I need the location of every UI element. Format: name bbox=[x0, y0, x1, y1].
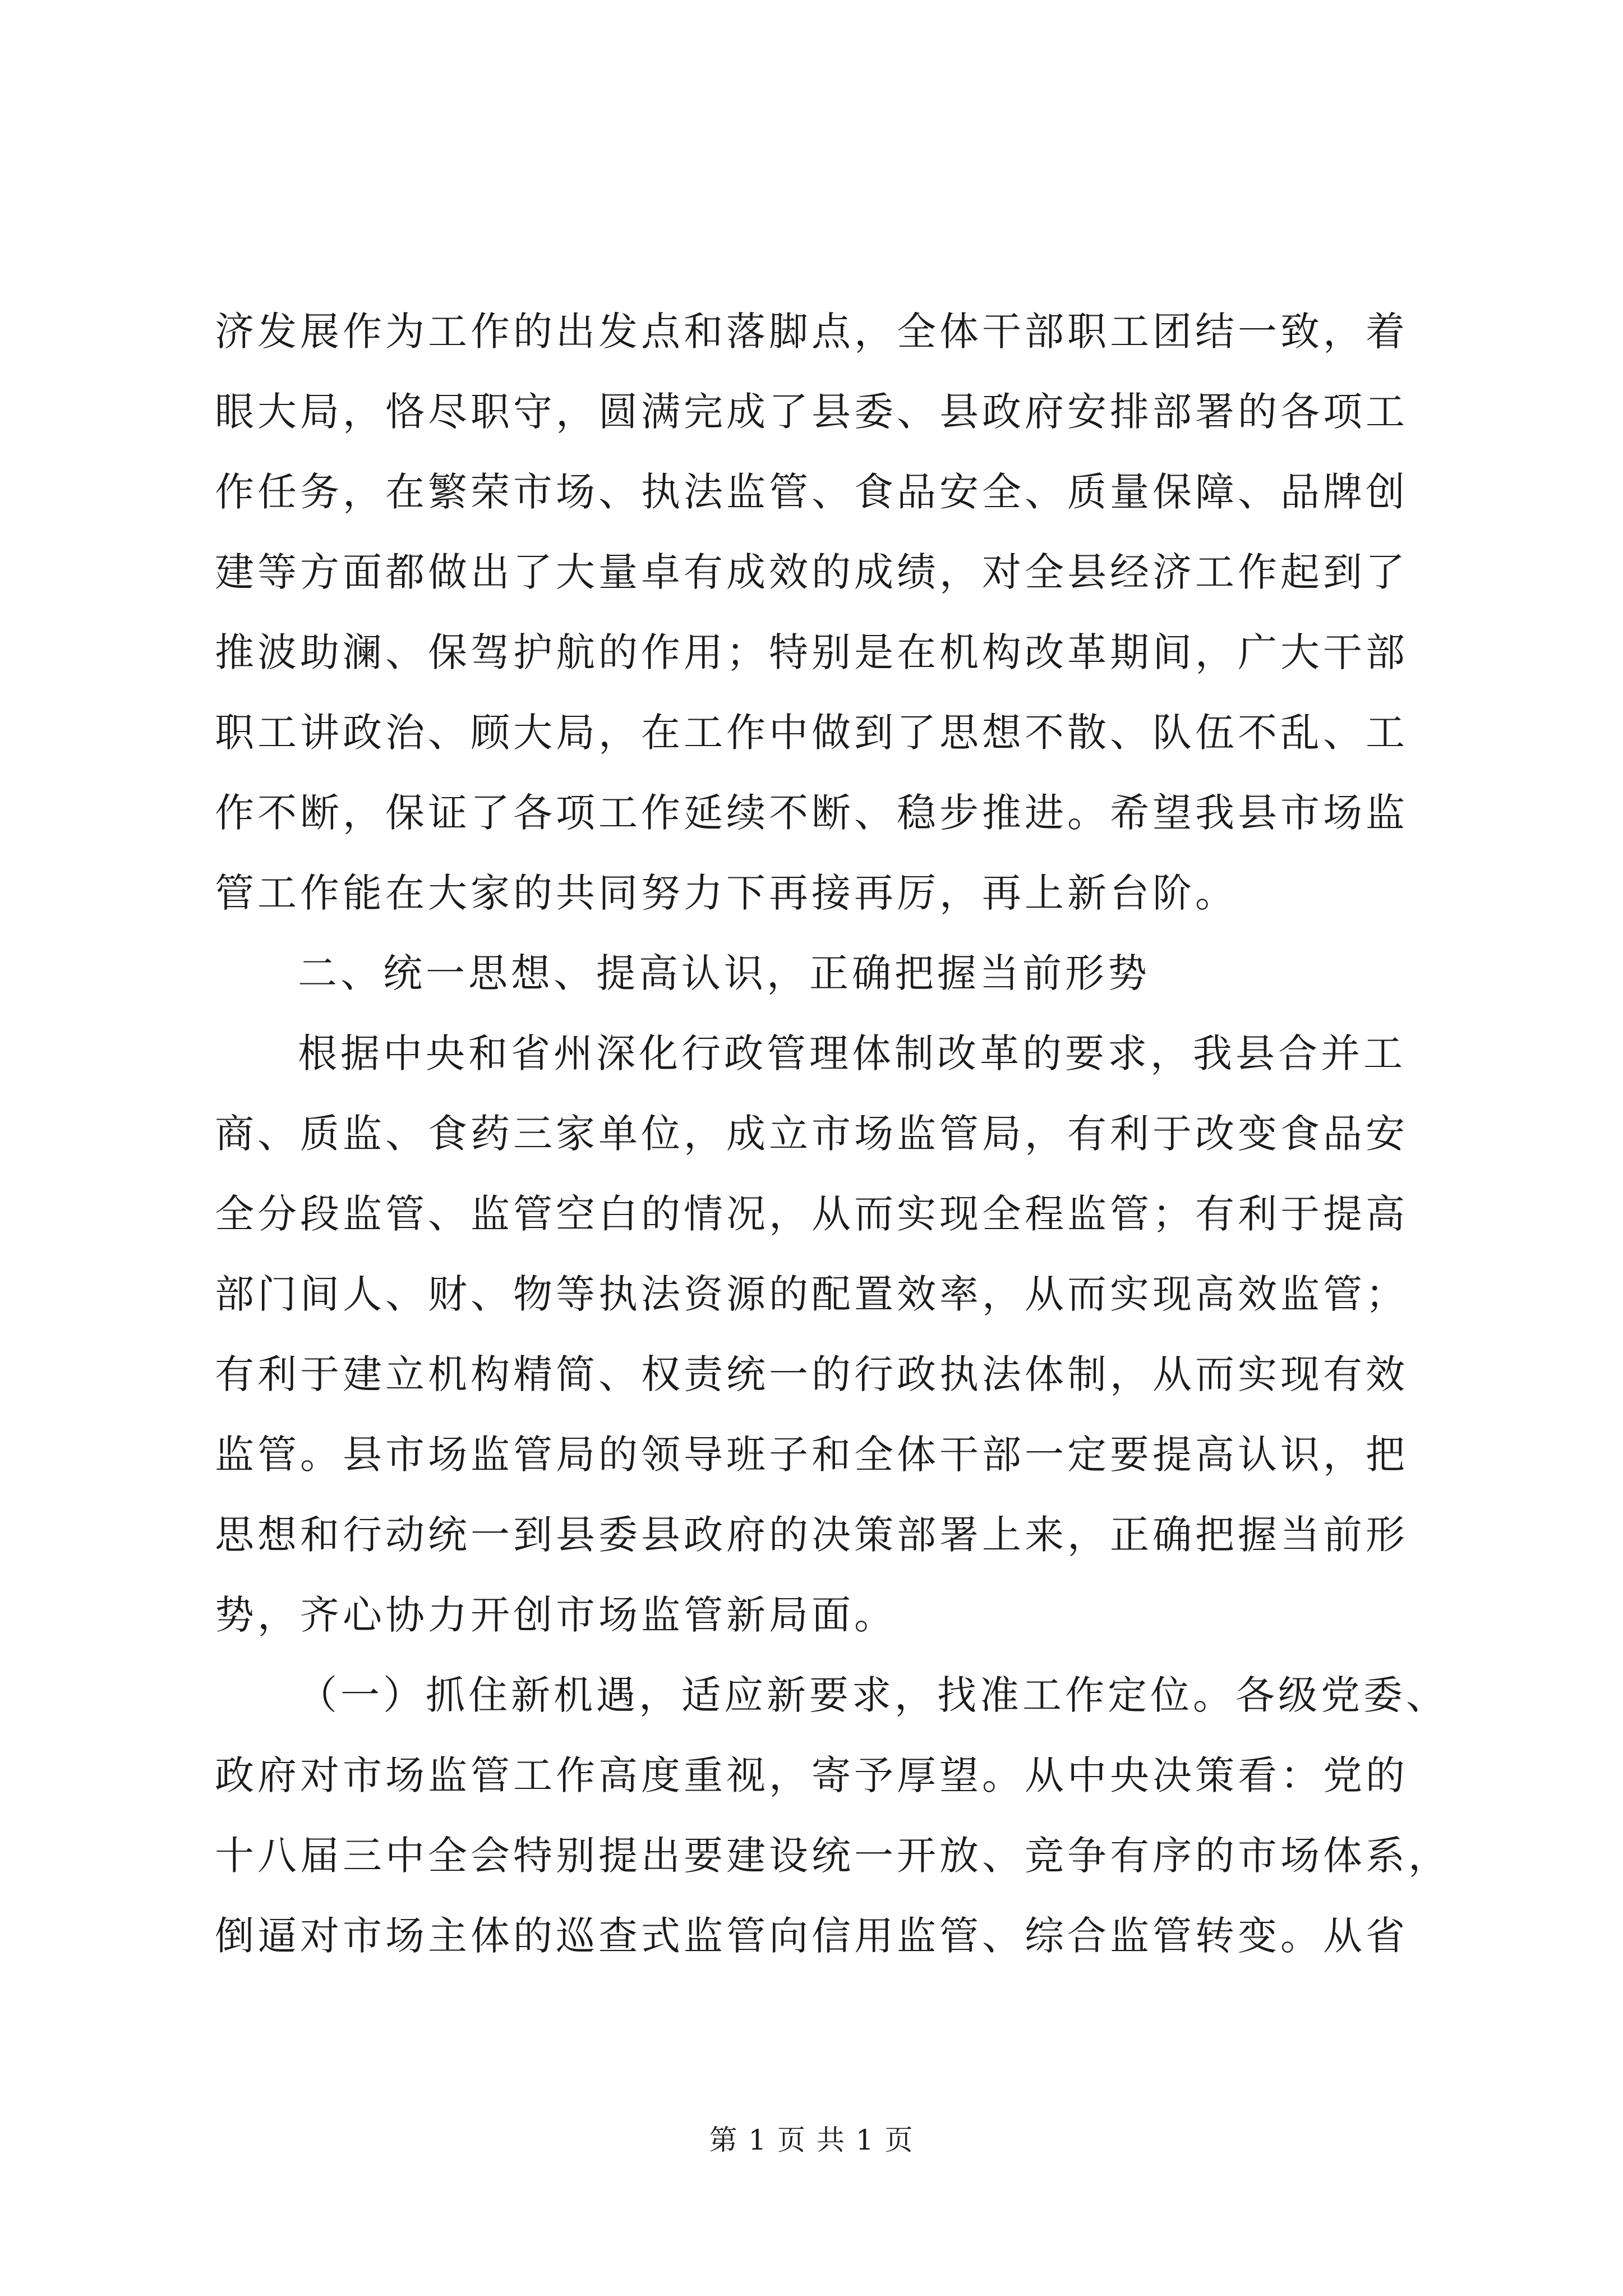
body-text bbox=[215, 292, 1451, 1976]
text-line: 十八届三中全会特别提出要建设统一开放、竞争有序的市场体系， bbox=[215, 1833, 1451, 1879]
text-line: 思想和行动统一到县委县政府的决策部署上来，正确把握当前形 bbox=[215, 1512, 1408, 1558]
text-line: 全分段监管、监管空白的情况，从而实现全程监管；有利于提高 bbox=[215, 1191, 1408, 1237]
text-line: 推波助澜、保驾护航的作用；特别是在机构改革期间，广大干部 bbox=[215, 629, 1408, 675]
section-heading: 二、统一思想、提高认识，正确把握当前形势 bbox=[298, 950, 1150, 996]
text-line: 有利于建立机构精简、权责统一的行政执法体制，从而实现有效 bbox=[215, 1351, 1408, 1397]
text-line: 部门间人、财、物等执法资源的配置效率，从而实现高效监管； bbox=[215, 1271, 1408, 1317]
text-line: 眼大局，恪尽职守，圆满完成了县委、县政府安排部署的各项工 bbox=[215, 389, 1408, 435]
text-line: 根据中央和省州深化行政管理体制改革的要求，我县合并工 bbox=[298, 1030, 1406, 1076]
text-line: 监管。县市场监管局的领导班子和全体干部一定要提高认识，把 bbox=[215, 1432, 1408, 1478]
text-line: 作不断，保证了各项工作延续不断、稳步推进。希望我县市场监 bbox=[215, 790, 1408, 836]
text-line: 建等方面都做出了大量卓有成效的成绩，对全县经济工作起到了 bbox=[215, 549, 1408, 595]
text-line: 势，齐心协力开创市场监管新局面。 bbox=[215, 1592, 897, 1638]
text-line: 济发展作为工作的出发点和落脚点，全体干部职工团结一致，着 bbox=[215, 309, 1408, 355]
text-line: 作任务，在繁荣市场、执法监管、食品安全、质量保障、品牌创 bbox=[215, 469, 1408, 515]
page-footer: 第 1 页 共 1 页 bbox=[709, 2124, 914, 2156]
subsection-line: （一）抓住新机遇，适应新要求，找准工作定位。各级党委、 bbox=[298, 1672, 1449, 1718]
text-line: 政府对市场监管工作高度重视，寄予厚望。从中央决策看：党的 bbox=[215, 1752, 1408, 1798]
text-line: 职工讲政治、顾大局，在工作中做到了思想不散、队伍不乱、工 bbox=[215, 710, 1408, 756]
text-line: 管工作能在大家的共同努力下再接再厉，再上新台阶。 bbox=[215, 870, 1238, 916]
text-line: 商、质监、食药三家单位，成立市场监管局，有利于改变食品安 bbox=[215, 1111, 1408, 1157]
text-line: 倒逼对市场主体的巡查式监管向信用监管、综合监管转变。从省 bbox=[215, 1913, 1408, 1959]
